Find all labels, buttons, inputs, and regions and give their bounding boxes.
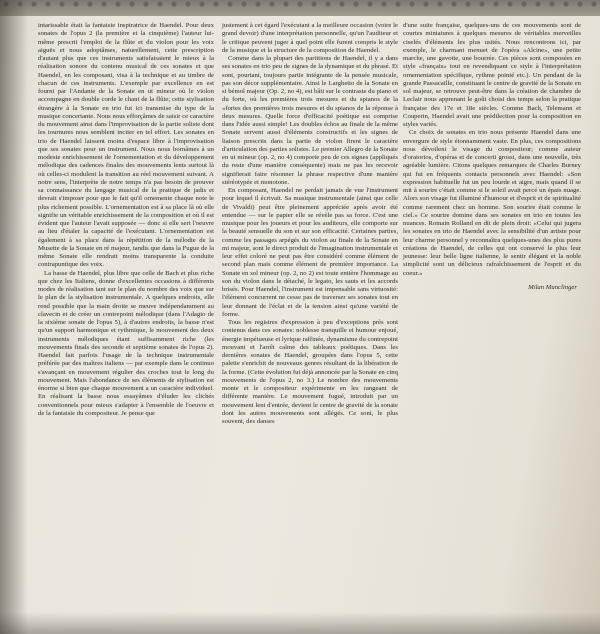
- author-signature: Milan Munclinger: [528, 283, 577, 291]
- paragraph: La basse de Haendel, plus libre que celle de Bach et plus riche que chez les Italiens, donne d'excellentes occasions à différents modes de réalisation tant sur le plan du nombre des voix que sur le plan de la stylisation instrumentale. A quelques endroits, elle rend possible que la main droite se meuve indépendamment au clavecin et de créer un contrepoint mélodique (dans l'Adagio de la sixième sonate de l'opus 5), à d'autres endroits, la basse n'est qu'un support harmonique et rythmique, le mouvement des deux instruments mélodiques étant suffisamment riche (les mouvements finals des seconde et septième sonates de l'opus 2). Haendel fait parfois l'usage de la technique instrumentale préférée par des maîtres italiens — par exemple dans le continuo s'avançant en mouvement régulier des croches tout le long du mouvement. Mais l'abondance de ses éléments de stylisation est énorme si bien que chaque mouvement a un caractère individuel. En réalisant la basse nous essayâmes d'éluder les clichés conventionnels pour mieux s'adapter à l'ensemble de l'oeuvre et de la fantaisie du compositeur. Je pense que: [38, 269, 214, 417]
- paragraph: Comme dans la plupart des partitions de Haendel, il y a dans ses sonates en trio peu de signes de la dynamique et du phrasé. Et sont, pourtant, toujours partie intégrante de la pensée musicale, pas son décor supplémentaire. Ainsi le Larghetto de la Sonate en si bémol majeur (Op. 2, no 4), est bâti sur le contraste du piano et du forte, où les premières trois mesures et du spianos de la «fortes des premières trois mesures et du spianos de la réponse à deux mesures. Quelle force d'efficacité poétique est comprise dans l'idée aussi simple! Les doubles échos au finale de la même Sonate servent aussi d'éléments constructifs et les signes de liaison prescrits dans la partie de violon firent le caractère d'articulation des parties solistes. Le premier Allegro de la Sonate en ut mineur (op. 2, no 4) comporte peu de ces signes (appliqués du reste d'une manière conséquente) mais ne pas les recevoir signifierait faire résonner la phrase respective d'une manière stéréotypée et monotone.: [222, 55, 398, 186]
- paragraph: Tous les registres d'expression à peu d'exceptions près sont contenus dans ces sonates: noblesse tranquille et humour enjoué, énergie impétueuse et lyrique raffinée, dynamisme du contrepoint mouvant et l'arrêt calme des tableaux poétiques. Dans les dernières sonates de Haendel, groupées dans l'opus 5, cette palette s'enrichit de nouveaux genres résultant de la libération de la forme. (Cette évolution fut déjà annoncée par la Sonate en cinq mouvements de l'opus 2, no 3.) Le nombre des mouvements monte et le compositeur expérimente en les rangeant de différente manière. Le mouvement fugué, introduit par un mouvement lent d'entrée, devient le centre de gravité de la sonate dont les autres mouvements sont allégés. Ce sont, le plus souvent, des danses: [222, 319, 398, 425]
- paragraph: En composant, Haendel ne perdait jamais de vue l'instrument pour lequel il écrivait. Sa musique instrumentale (ainsi que celle de Vivaldi) peut être pleinement appréciée après avoir été entendue — sur le papier elle se révèle pas sa force. C'est une musique pour les joueurs et pour les auditeurs, elle comporte sur la beauté sensuelle du son et sur son efficacité. Certaines parties, comme les passages arpégés du violon au finale de la Sonate en mi majeur, sont le direct produit de l'imagination instrumentale et leur effet coloré ne peut pas être considéré comme élément de second plan mais comme élément de première importance. La Sonate en sol mineur (op. 2, no 2) est toute entière l'hommage au son du violon dans le détaché, le legato, les sauts et les accords brisés. Pour Haendel, l'instrument est impensable sans virtuosité: l'élément concurrent ne cesse pas de traverser ses sonates tout en leur donnant de l'éclat et de la tension ainsi qu'une variété de forme.: [222, 187, 398, 318]
- text-column-1: [38, 22, 214, 418]
- paragraph: intarissable était la fantaisie inspiratrice de Haendel. Pour deux sonates de l'opus 2 (la première et la cinquième) l'auteur lui-même prescrit l'emploi de la flûte et du violon pour les voix aiguës et nous adoptâmes, naturellement, cette prescription d'autant plus que ces instruments satisfaisaient le mieux à la réalisation sonore du contenu musical de ces sonates et que Haendel, en les composant, visa à la technique et au timbre de chacun de ces instruments. L'exemple par excellence en est fourni par l'Andante de la Sonate en ut mineur où le violon accompagne en double corde le chant de la flûte; cette stylisation étrangère à la Sonate en trio fut ici transmise du type de la musique concertante. Nous nous efforçâmes de saisir ce caractère du mouvement ainsi dans l'improvisation de la partie soliste dont les tournures nous semblent inciter en tel effort. Les sonates en trio de Haendel laissent moins d'espace libre à l'improvisation que ses sonates pour un instrument. Nous nous bornâmes à un modeste enrichissement de l'ornementation et du développement mélodique des cadences finales des mouvements lents surtout là où celles-ci modulent la transition au réel mouvement suivant. A notre sens, l'interprète de notre temps n'a pas besoin de prouver sa connaissance du langage musical de la pratique de jadis et devrait s'imposer pour que le fait qu'il ornemente chaque note le plus richement possible. L'ornementation est à sa place là où elle signifie un véritable enrichissement de la composition et où il est évident que l'auteur l'avait supposée — donc si elle sert l'oeuvre au lieu d'étaler la capacité de l'exécutant. L'ornementation est également à sa place dans la répétition de la mélodie de la Musette de la Sonate en ré majeur, tandis que dans la Fugue de la même Sonate elle rendrait moins transparente la conduite contrapuntique des voix.: [38, 22, 214, 269]
- bottom-shadow: [0, 612, 600, 634]
- decorative-border: [0, 0, 600, 16]
- paragraph: justement à cet égard l'exécutant a la meilleure occasion (voire le grand devoir) d'une interprétation personnelle, qu'un l'auditeur et le critique peuvent juger à quel point elle furent compris le style de la musique et la structure de la composition de Haendel.: [222, 22, 398, 54]
- paragraph: d'une suite française, quelques-uns de ces mouvements sont de courtes miniatures à quelques mesures de véritables merveilles ciselés d'éléments les plus usités. Nous rencontrons ici, par exemple, le charmant menuet de l'opéra «Alcine», une petite marche, une gavotte, une bourrée. Ces pièces sont composées en style «français» tout en revendiquant ce style à l'interprétation ornementation spécifique, rythme pointé etc.). Un pendant de la grande Passacaille, constituant le centre de gravité de la Sonate en sol majeur, se retrouve peut-être dans la création de chambre de Leclair nous apprenant le goût choisi des temps selon la pratique française des 17e et 18e siècles. Comme Bach, Telemann et Couperin, Haendel avait une prédilection pour la composition en styles variés.: [403, 22, 581, 128]
- text-column-3: [403, 22, 581, 292]
- text-column-2: [222, 22, 398, 426]
- paragraph: Ce choix de sonates en trio nous présente Haendel dans une envergure de style étonnamment vaste. En plus, ces compositions nous dévoilent le visage du compositeur; comme auteur d'oratorios, d'opéras et de concerti grossi, dans une nouvelle, très agréable lumière. Citons quelques remarques de Charles Burney qui fut en fréquents contacts personnels avec Haendel: «Son expression habituelle fut un peu lourde et aigre, mais quand il se mit à sourire c'était comme si le soleil avait percé un épais nuage. Alors son visage fut illuminé d'humour et d'esprit et de spiritualité comme rarement chez un homme. Son sourire était comme le ciel.» Ce sourire domine dans ses sonates en trio en toutes les nuances. Romain Rolland en dit de plein droit: «Celui qui jugera les sonates en trio de Haendel avec la sensibilité d'un artiste pour leur charme personnel y reconnaîtra quelques-unes des plus pures créations de Haendel, de celles qui ont conservé le plus leur jeunesse: leur belle ligne italienne, le sentir élégant et la noble simplicité sont un délicieux rafraîchissement de l'esprit et du coeur.»: [403, 129, 581, 277]
- spine-shadow: [0, 0, 28, 634]
